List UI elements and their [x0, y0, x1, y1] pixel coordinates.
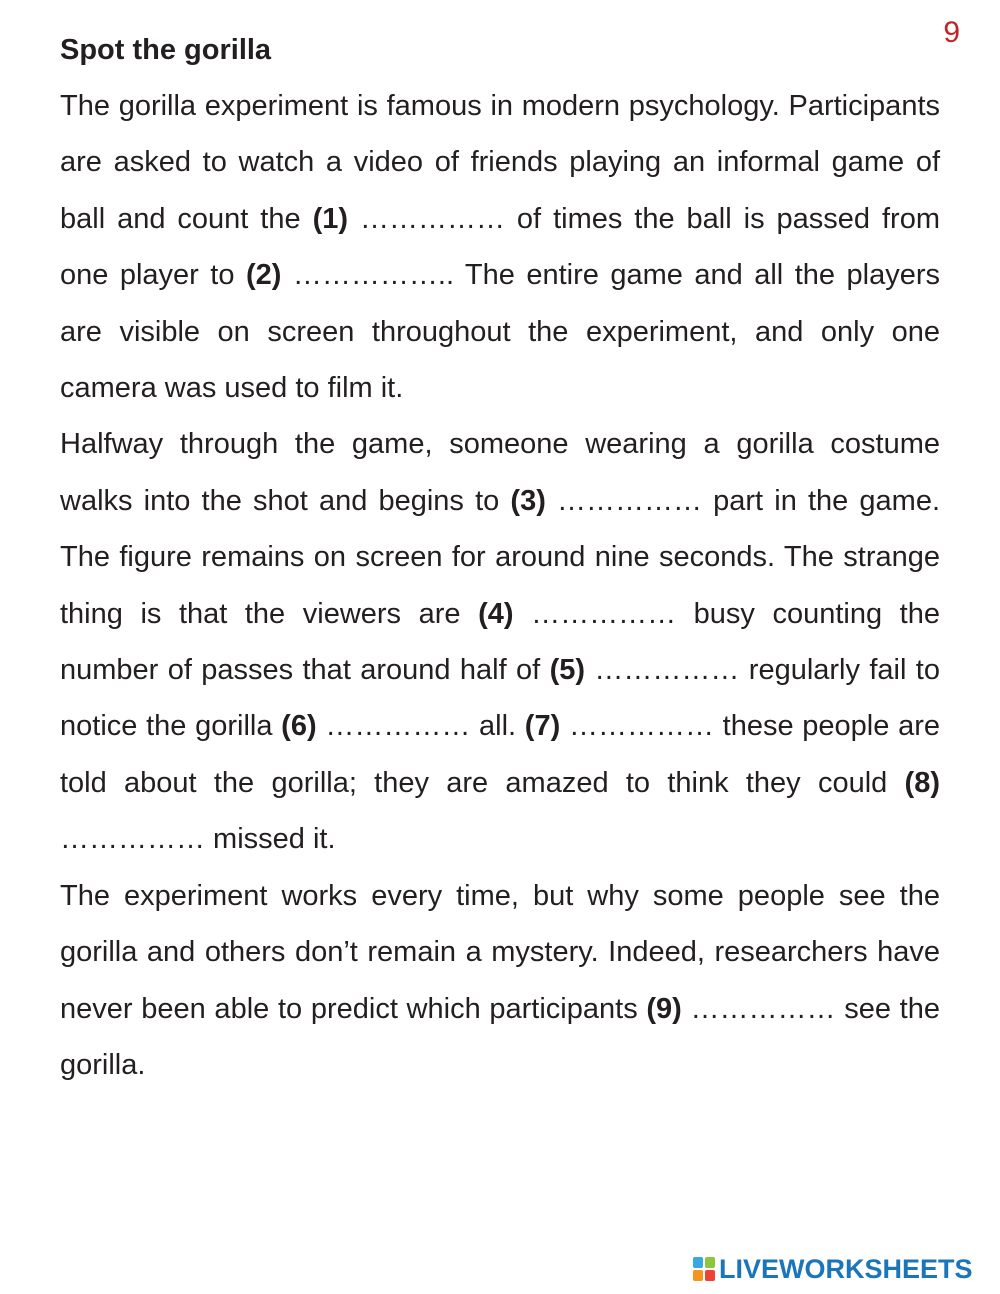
- gap-number-8: (8): [904, 766, 940, 799]
- gap-blank-1[interactable]: ……………: [359, 202, 505, 235]
- gap-blank-7[interactable]: ……………: [568, 710, 714, 743]
- logo-square-icon: [693, 1270, 703, 1281]
- text-segment: The experiment works every time, but why some people see the gorilla and others don’t remain a mystery. Indeed, researchers have never been able to predict which participants: [60, 879, 940, 1025]
- text-segment: these people are told about the gorilla; they are amazed to think they could: [60, 710, 940, 799]
- gap-blank-6[interactable]: ……………: [325, 710, 471, 743]
- text-segment: . The entire game and all the players are visible on screen throughout the experiment, and only one camera was used to film it.: [60, 259, 940, 405]
- logo-text: LIVEWORKSHEETS: [719, 1253, 973, 1284]
- text-segment: part in the game. The figure remains on screen for around nine seconds. The strange thing is that the viewers are: [60, 484, 941, 630]
- text-segment: all.: [470, 710, 525, 743]
- gap-blank-4[interactable]: ……………: [531, 597, 677, 630]
- text-segment: busy counting the number of passes that around half of: [60, 597, 940, 687]
- logo-square-icon: [705, 1257, 715, 1268]
- paragraph-3: [60, 868, 940, 1094]
- liveworksheets-logo[interactable]: [693, 1254, 973, 1284]
- paragraph-2: [60, 416, 940, 867]
- gap-number-6: (6): [281, 710, 317, 743]
- text-segment: regularly fail to notice the gorilla: [60, 654, 940, 743]
- worksheet-content: [60, 22, 940, 1093]
- worksheet-title: Spot the gorilla: [60, 34, 272, 66]
- gap-number-7: (7): [524, 710, 561, 743]
- page-number: 9: [943, 16, 960, 49]
- text-segment: Halfway through the game, someone wearing a gorilla costume walks into the shot and begins to: [60, 428, 940, 517]
- gap-blank-3[interactable]: ……………: [557, 484, 702, 517]
- gap-number-1: (1): [312, 202, 349, 235]
- gap-blank-8[interactable]: ……………: [60, 823, 205, 856]
- gap-number-3: (3): [510, 484, 546, 517]
- logo-square-icon: [693, 1257, 703, 1268]
- text-segment: The gorilla experiment is famous in modern psychology. Participants are asked to watch a video of friends playing an informal game of ball and count the: [60, 90, 940, 235]
- logo-mark-icon: [693, 1257, 715, 1281]
- gap-number-2: (2): [245, 259, 282, 292]
- gap-blank-9[interactable]: ……………: [690, 992, 836, 1025]
- gap-blank-5[interactable]: ……………: [594, 654, 740, 687]
- gap-number-4: (4): [478, 597, 514, 630]
- gap-blank-2[interactable]: …………….: [292, 259, 446, 292]
- gap-number-5: (5): [549, 654, 586, 687]
- text-segment: of times the ball is passed from one player to: [60, 202, 940, 292]
- text-segment: missed it.: [205, 823, 336, 856]
- text-segment: see the gorilla.: [60, 992, 940, 1081]
- gap-number-9: (9): [646, 992, 682, 1025]
- paragraph-1: [60, 78, 940, 416]
- logo-square-icon: [705, 1270, 715, 1281]
